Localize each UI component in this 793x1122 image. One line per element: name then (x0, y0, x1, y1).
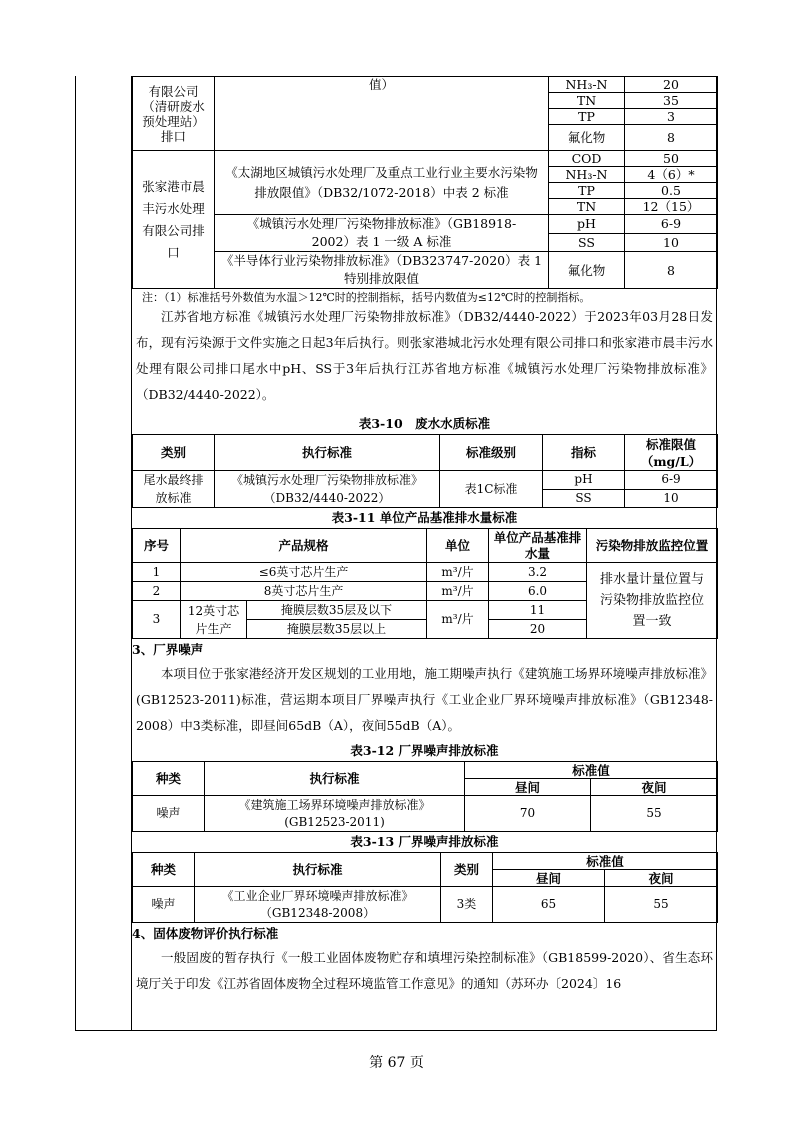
table-note: 注：（1）标准括号外数值为水温＞12℃时的控制指标，括号内数值为≤12℃时的控制指标。 (142, 291, 591, 304)
value-cell: 3.2 (489, 563, 587, 582)
param: SS (549, 233, 625, 252)
limit: 50 (625, 151, 718, 167)
limit: 8 (625, 125, 718, 151)
param: pH (543, 471, 625, 490)
paragraph: 本项目位于张家港经济开发区规划的工业用地，施工期噪声执行《建筑施工场界环境噪声排放标准》(GB12523-2011)标准，营运期本项目厂界噪声执行《工业企业厂界环境噪声排放标准》（GB12348-2008）中3类标准，即昼间65dB（A），夜间55dB（A）。 (136, 666, 713, 733)
standard-text: 《半导体行业污染物排放标准》（DB323747-2020）表 1 特别排放限值 (215, 252, 549, 289)
param: TP (549, 183, 625, 199)
paragraph: 江苏省地方标准《城镇污水处理厂污染物排放标准》（DB32/4440-2022）于2023年03月28日发布，现有污染源于文件实施之日起3年后执行。则张家港城北污水处理有限公司排口和张家港市晨丰污水处理有限公司排口尾水中pH、SS于3年后执行江苏省地方标准《城镇污水处理厂污染物排放标准》（DB32/4440-2022）。 (136, 309, 713, 402)
spec-cell: 12英寸芯片生产 (181, 601, 247, 639)
monitor-cell: 排水量计量位置与污染物排放监控位置一致 (587, 563, 718, 639)
col-header: 类别 (133, 435, 215, 471)
col-header: 昼间 (493, 870, 605, 887)
standard-cell: 《建筑施工场界环境噪声排放标准》(GB12523-2011) (205, 796, 465, 832)
category-cell: 尾水最终排放标准 (133, 471, 215, 508)
col-header: 执行标准 (205, 762, 465, 796)
table-caption: 表3-13 厂界噪声排放标准 (350, 834, 499, 849)
row-no: 1 (133, 563, 181, 582)
standard-text: 《太湖地区城镇污水处理厂及重点工业行业主要水污染物排放限值》（DB32/1072-2018）中表 2 标准 (215, 151, 549, 215)
unit-cell: m³/片 (427, 563, 489, 582)
col-header: 种类 (133, 853, 195, 887)
col-header: 标准级别 (440, 435, 543, 471)
night-value: 55 (605, 887, 718, 923)
level-cell: 表1C标准 (440, 471, 543, 508)
limit: 35 (625, 93, 718, 109)
col-header: 夜间 (605, 870, 718, 887)
page-number: 第 67 页 (369, 1055, 424, 1071)
table-caption: 表3-10 废水水质标准 (358, 416, 491, 431)
noise-table-construction (132, 761, 718, 832)
discharge-point: 有限公司（清研废水预处理站）排口 (133, 77, 215, 151)
standard-text: 《城镇污水处理厂污染物排放标准》（GB18918-2002）表 1 一级 A 标准 (215, 215, 549, 252)
col-header: 执行标准 (195, 853, 441, 887)
value-cell: 11 (489, 601, 587, 620)
class-cell: 3类 (441, 887, 493, 923)
col-header: 种类 (133, 762, 205, 796)
standard-text: 值） (215, 77, 549, 151)
table-caption: 表3-11 单位产品基准排水量标准 (331, 510, 518, 525)
param: TP (549, 109, 625, 125)
spec-cell: 8英寸芯片生产 (181, 582, 427, 601)
param: SS (543, 489, 625, 508)
standard-cell: 《工业企业厂界环境噪声排放标准》（GB12348-2008） (195, 887, 441, 923)
param: TN (549, 93, 625, 109)
sub-spec-cell: 掩膜层数35层及以下 (247, 601, 427, 620)
main-content (132, 76, 717, 997)
kind-cell: 噪声 (133, 887, 195, 923)
value-cell: 6.0 (489, 582, 587, 601)
col-header: 类别 (441, 853, 493, 887)
kind-cell: 噪声 (133, 796, 205, 832)
param: 氟化物 (549, 252, 625, 289)
col-header: 夜间 (591, 779, 718, 796)
col-header: 产品规格 (181, 529, 427, 563)
param: pH (549, 215, 625, 234)
col-header: 污染物排放监控位置 (587, 529, 718, 563)
noise-table-operation (132, 852, 718, 923)
night-value: 55 (591, 796, 718, 832)
limit: 10 (625, 233, 718, 252)
section-heading: 4、固体废物评价执行标准 (132, 926, 279, 941)
limit: 6-9 (625, 215, 718, 234)
col-header: 指标 (543, 435, 625, 471)
col-header: 单位产品基准排水量 (489, 529, 587, 563)
param: NH₃-N (549, 167, 625, 183)
value-cell: 20 (489, 620, 587, 639)
col-header: 昼间 (465, 779, 591, 796)
limit: 4（6）* (625, 167, 718, 183)
row-no: 3 (133, 601, 181, 639)
col-header: 执行标准 (215, 435, 440, 471)
unit-cell: m³/片 (427, 582, 489, 601)
limit: 8 (625, 252, 718, 289)
discharge-standard-table (132, 76, 718, 289)
day-value: 70 (465, 796, 591, 832)
col-header: 序号 (133, 529, 181, 563)
limit: 3 (625, 109, 718, 125)
param: COD (549, 151, 625, 167)
limit: 12（15） (625, 199, 718, 215)
row-no: 2 (133, 582, 181, 601)
wastewater-quality-table (132, 434, 718, 508)
param: 氟化物 (549, 125, 625, 151)
discharge-point: 张家港市晨丰污水处理有限公司排口 (133, 151, 215, 289)
limit: 0.5 (625, 183, 718, 199)
standard-cell: 《城镇污水处理厂污染物排放标准》（DB32/4440-2022） (215, 471, 440, 508)
sub-spec-cell: 掩膜层数35层以上 (247, 620, 427, 639)
param: NH₃-N (549, 77, 625, 93)
col-header: 标准值 (465, 762, 718, 779)
drainage-volume-table (132, 528, 718, 639)
spec-cell: ≤6英寸芯片生产 (181, 563, 427, 582)
section-heading: 3、厂界噪声 (132, 642, 204, 657)
param: TN (549, 199, 625, 215)
limit: 20 (625, 77, 718, 93)
day-value: 65 (493, 887, 605, 923)
paragraph: 一般固废的暂存执行《一般工业固体废物贮存和填埋污染控制标准》（GB18599-2020）、省生态环境厅关于印发《江苏省固体废物全过程环境监管工作意见》的通知（苏环办〔2024〕16 (136, 950, 713, 991)
col-header: 标准限值（mg/L） (625, 435, 718, 471)
col-header: 单位 (427, 529, 489, 563)
col-header: 标准值 (493, 853, 718, 870)
table-caption: 表3-12 厂界噪声排放标准 (350, 743, 499, 758)
limit: 10 (625, 489, 718, 508)
limit: 6-9 (625, 471, 718, 490)
unit-cell: m³/片 (427, 601, 489, 639)
